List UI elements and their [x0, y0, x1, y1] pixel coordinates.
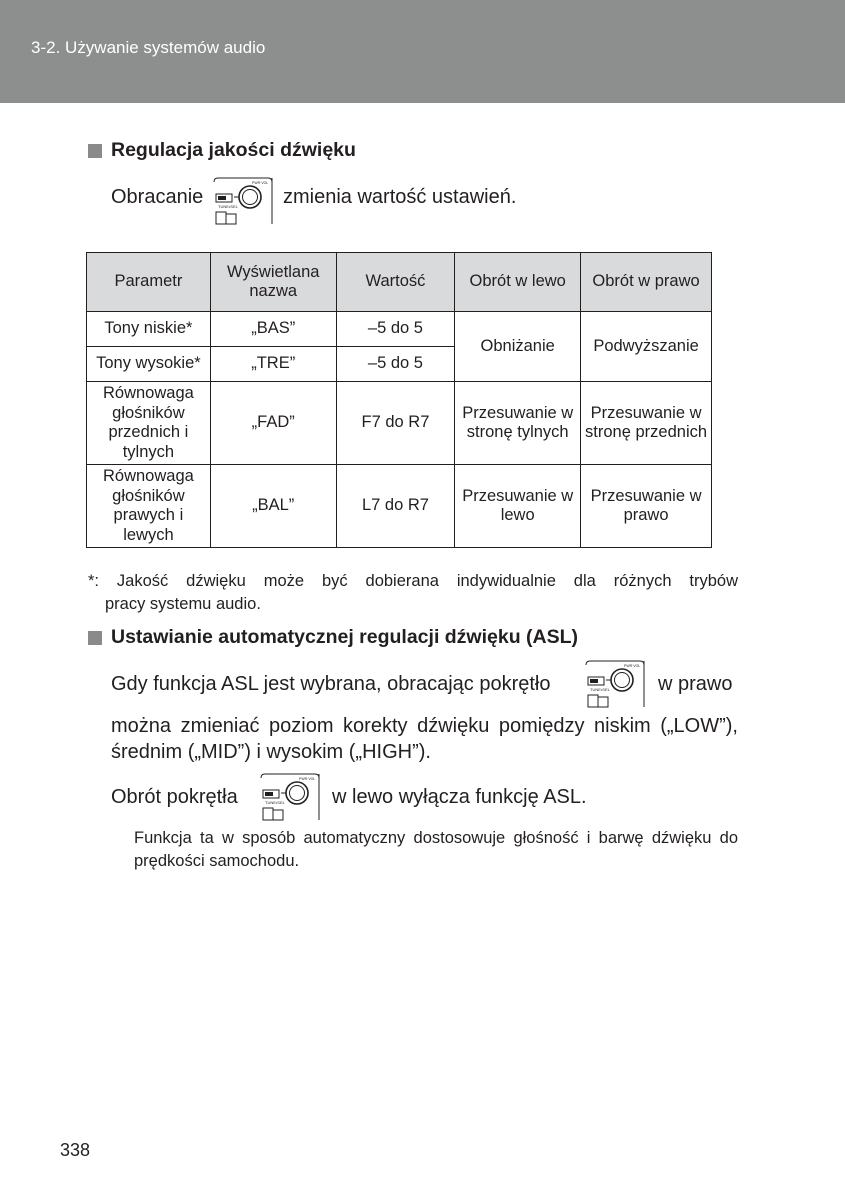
table-footnote — [88, 570, 738, 616]
asl-note: Funkcja ta w sposób automatyczny dostosowuje głośność i barwę dźwięku do prędkości samochodu. — [134, 829, 738, 870]
section-breadcrumb: 3-2. Używanie systemów audio — [31, 38, 266, 57]
asl-paragraph: można zmieniać poziom korekty dźwięku pomiędzy niskim („LOW”), średnim („MID”) i wysokim („HIGH”). — [111, 715, 738, 763]
table-cell-param: Tony niskie* — [87, 312, 211, 347]
table-cell-right-rotation: Przesuwanie w stronę przednich — [581, 382, 712, 465]
table-cell-name: „BAL” — [210, 465, 336, 548]
sound-quality-text-before: Obracanie — [111, 186, 204, 208]
asl-line-after: w prawo — [658, 673, 733, 695]
table-cell-left-rotation: Przesuwanie w lewo — [455, 465, 581, 548]
table-header-cell: Obrót w lewo — [455, 253, 581, 312]
table-cell-right-rotation: Podwyższanie — [581, 312, 712, 382]
table-header-row — [87, 253, 712, 312]
table-cell-name: „BAS” — [210, 312, 336, 347]
svg-text:PWR·VOL: PWR·VOL — [252, 181, 269, 185]
svg-text:TUNE•SEL: TUNE•SEL — [265, 800, 285, 805]
svg-text:TUNE•SEL: TUNE•SEL — [590, 687, 610, 692]
tune-knob-icon — [584, 659, 646, 709]
table-cell-value: –5 do 5 — [336, 347, 455, 382]
table-row — [87, 465, 712, 548]
table-cell-left-rotation: Przesuwanie w stronę tylnych — [455, 382, 581, 465]
table-cell-value: –5 do 5 — [336, 312, 455, 347]
sound-settings-table — [86, 252, 712, 548]
table-header-cell: Wartość — [336, 253, 455, 312]
square-bullet-icon — [88, 144, 102, 158]
tune-knob-icon — [259, 772, 321, 822]
table-cell-value: F7 do R7 — [336, 382, 455, 465]
section-heading-sound-quality — [88, 139, 356, 162]
table-cell-value: L7 do R7 — [336, 465, 455, 548]
table-row — [87, 312, 712, 347]
footnote-marker: *: — [88, 572, 100, 590]
svg-text:PWR·VOL: PWR·VOL — [299, 777, 316, 781]
table-cell-name: „FAD” — [210, 382, 336, 465]
section-heading-text: Regulacja jakości dźwięku — [111, 139, 356, 161]
section-heading-text: Ustawianie automatycznej regulacji dźwięku (ASL) — [111, 626, 579, 648]
table-header-cell: Obrót w prawo — [581, 253, 712, 312]
svg-text:TUNE•SEL: TUNE•SEL — [218, 204, 238, 209]
footnote-text: Jakość dźwięku może być dobierana indywidualnie dla różnych trybów — [116, 572, 738, 590]
table-cell-param: Równowaga głośników przednich i tylnych — [87, 382, 211, 465]
asl-off-before: Obrót pokrętła — [111, 786, 238, 808]
footnote-text-continued: pracy systemu audio. — [105, 595, 261, 613]
asl-off-after: w lewo wyłącza funkcję ASL. — [332, 786, 587, 808]
table-cell-param: Równowaga głośników prawych i lewych — [87, 465, 211, 548]
sound-quality-text-after: zmienia wartość ustawień. — [283, 186, 517, 208]
table-header-cell: Wyświetlana nazwa — [210, 253, 336, 312]
section-heading-asl — [88, 626, 578, 649]
asl-line-before: Gdy funkcja ASL jest wybrana, obracając pokrętło — [111, 673, 551, 695]
table-cell-left-rotation: Obniżanie — [455, 312, 581, 382]
svg-text:PWR·VOL: PWR·VOL — [624, 664, 641, 668]
table-cell-param: Tony wysokie* — [87, 347, 211, 382]
table-header-cell: Parametr — [87, 253, 211, 312]
tune-knob-icon — [212, 176, 274, 226]
square-bullet-icon — [88, 631, 102, 645]
table-cell-name: „TRE” — [210, 347, 336, 382]
page-number: 338 — [60, 1140, 91, 1160]
table-row — [87, 382, 712, 465]
table-cell-right-rotation: Przesuwanie w prawo — [581, 465, 712, 548]
